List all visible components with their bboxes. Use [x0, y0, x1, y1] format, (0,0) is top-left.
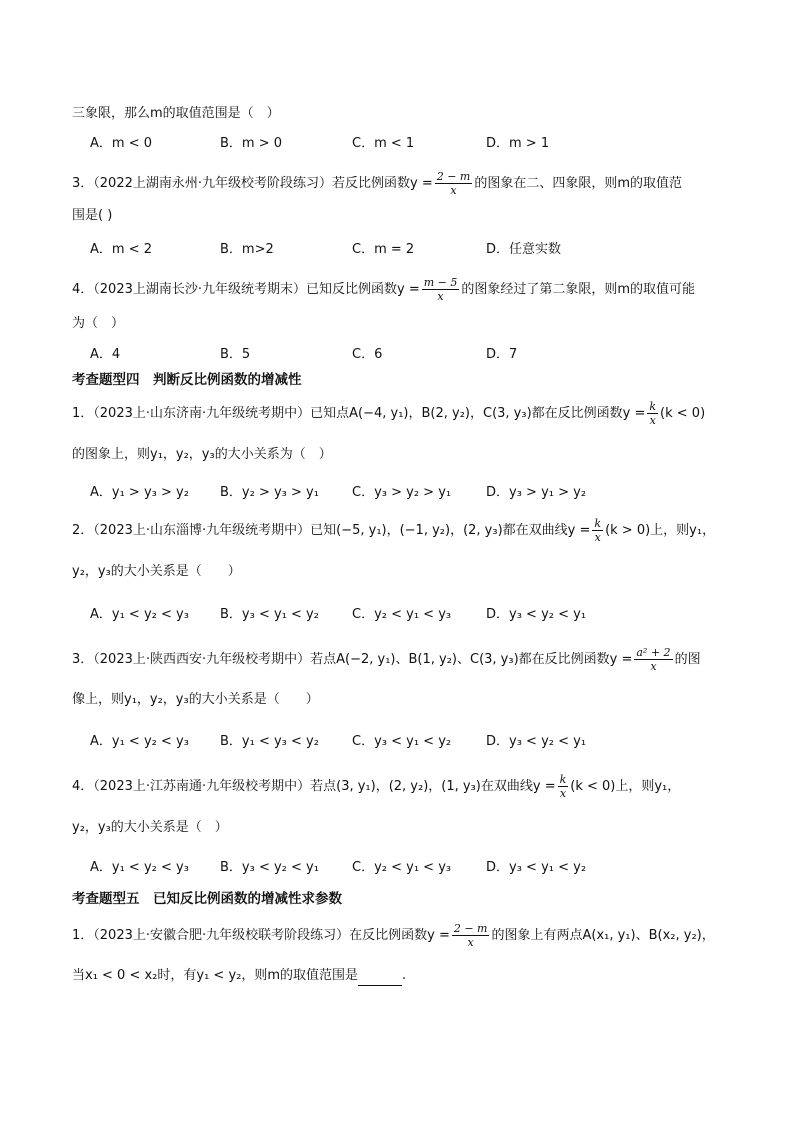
numerator: a² + 2: [636, 646, 671, 659]
question-3: [72, 170, 734, 197]
option-c: C．m = 2: [352, 242, 415, 257]
option-c: C．y₃ < y₁ < y₂: [352, 734, 452, 749]
denominator: x: [650, 660, 657, 673]
text: 4．（2023上·江苏南通·九年级校考期中）若点(3, y₁)，(2, y₂)，(1, y₃)在双曲线y =: [72, 779, 556, 794]
fraction: [634, 646, 672, 673]
fraction: [558, 773, 569, 800]
question-continuation: [72, 690, 734, 710]
text: (k < 0)上，则y₁，: [570, 779, 681, 794]
numerator: m − 5: [423, 276, 458, 289]
text: 三象限，那么m的取值范围是（ ）: [72, 106, 280, 121]
question-continuation: [72, 818, 734, 838]
text: 1．（2023上·安徽合肥·九年级校联考阶段练习）在反比例函数y =: [72, 928, 450, 943]
option-c: C．y₂ < y₁ < y₃: [352, 607, 452, 622]
question-continuation: [72, 206, 734, 226]
fraction: [422, 276, 460, 303]
section-heading: 考查题型五 已知反比例函数的增减性求参数: [72, 891, 342, 907]
text: (k > 0)上，则y₁，: [605, 523, 716, 538]
option-b: B．m > 0: [220, 136, 283, 151]
option-a: A．y₁ > y₃ > y₂: [90, 485, 189, 500]
option-b: B．y₃ < y₂ < y₁: [220, 860, 319, 875]
denominator: x: [437, 290, 444, 303]
text: 1．（2023上·山东济南·九年级统考期中）已知点A(−4, y₁)，B(2, y₂)，C(3, y₃)都在反比例函数y =: [72, 406, 646, 421]
option-d: D．y₃ < y₁ < y₂: [486, 860, 587, 875]
fraction: [452, 922, 490, 949]
question-2: [72, 517, 734, 544]
fraction: [435, 170, 473, 197]
option-c: C．y₂ < y₁ < y₃: [352, 860, 452, 875]
option-d: D．7: [486, 347, 518, 362]
option-a: A．4: [90, 347, 121, 362]
option-b: B．5: [220, 347, 251, 362]
text: 的图象上，则y₁，y₂，y₃的大小关系为（ ）: [72, 447, 332, 462]
option-b: B．y₂ > y₃ > y₁: [220, 485, 319, 500]
text: 当x₁ < 0 < x₂时，有y₁ < y₂，则m的取值范围是: [72, 968, 359, 983]
numerator: 2 − m: [436, 170, 471, 183]
answer-blank[interactable]: [358, 971, 402, 986]
question-continuation: [72, 314, 734, 334]
option-b: B．m>2: [220, 242, 274, 257]
option-b: B．y₃ < y₁ < y₂: [220, 607, 319, 622]
text: .: [402, 968, 407, 983]
text: 4．（2023上湖南长沙·九年级统考期末）已知反比例函数y =: [72, 282, 420, 297]
denominator: x: [649, 414, 656, 427]
denominator: x: [594, 531, 601, 544]
option-d: D．y₃ < y₂ < y₁: [486, 607, 587, 622]
text: 围是( ): [72, 208, 113, 223]
text: y₂，y₃的大小关系是（ ）: [72, 564, 241, 579]
option-a: A．m < 0: [90, 136, 152, 151]
question-4: [72, 276, 734, 303]
question-continuation: [72, 104, 734, 124]
option-d: D．m > 1: [486, 136, 550, 151]
denominator: x: [467, 936, 474, 949]
option-a: A．y₁ < y₂ < y₃: [90, 734, 189, 749]
numerator: k: [594, 517, 602, 530]
text: 的图象上有两点A(x₁, y₁)、B(x₂, y₂)，: [491, 928, 715, 943]
question-continuation: [72, 445, 734, 465]
option-a: A．y₁ < y₂ < y₃: [90, 860, 189, 875]
denominator: x: [450, 184, 457, 197]
denominator: x: [559, 787, 567, 800]
numerator: 2 − m: [453, 922, 488, 935]
question-4: [72, 773, 734, 800]
option-b: B．y₁ < y₃ < y₂: [220, 734, 319, 749]
numerator: k: [559, 773, 567, 786]
text: 3．（2022上湖南永州·九年级校考阶段练习）若反比例函数y =: [72, 176, 433, 191]
text: 像上，则y₁，y₂，y₃的大小关系是（ ）: [72, 692, 319, 707]
fraction: [647, 400, 658, 427]
option-d: D．任意实数: [486, 242, 562, 257]
question-1: [72, 922, 734, 949]
question-continuation: [72, 562, 734, 582]
option-a: A．m < 2: [90, 242, 152, 257]
question-1: [72, 400, 734, 427]
text: y₂，y₃的大小关系是（ ）: [72, 820, 228, 835]
option-d: D．y₃ < y₂ < y₁: [486, 734, 587, 749]
option-c: C．y₃ > y₂ > y₁: [352, 485, 452, 500]
numerator: k: [649, 400, 657, 413]
question-continuation: [72, 966, 734, 986]
section-heading: 考查题型四 判断反比例函数的增减性: [72, 372, 302, 388]
option-a: A．y₁ < y₂ < y₃: [90, 607, 189, 622]
text: 3．（2023上·陕西西安·九年级校考期中）若点A(−2, y₁)、B(1, y₂)、C(3, y₃)都在反比例函数y =: [72, 652, 633, 667]
option-d: D．y₃ > y₁ > y₂: [486, 485, 587, 500]
fraction: [592, 517, 603, 544]
text: 2．（2023上·山东淄博·九年级统考期中）已知(−5, y₁)，(−1, y₂)，(2, y₃)都在双曲线y =: [72, 523, 591, 538]
text: 为（ ）: [72, 316, 125, 331]
text: 的图象在二、四象限，则m的取值范: [474, 176, 683, 191]
text: 的图象经过了第二象限，则m的取值可能: [461, 282, 696, 297]
question-3: [72, 646, 734, 673]
text: (k < 0): [660, 406, 706, 421]
option-c: C．6: [352, 347, 383, 362]
text: 的图: [674, 652, 701, 667]
option-c: C．m < 1: [352, 136, 415, 151]
